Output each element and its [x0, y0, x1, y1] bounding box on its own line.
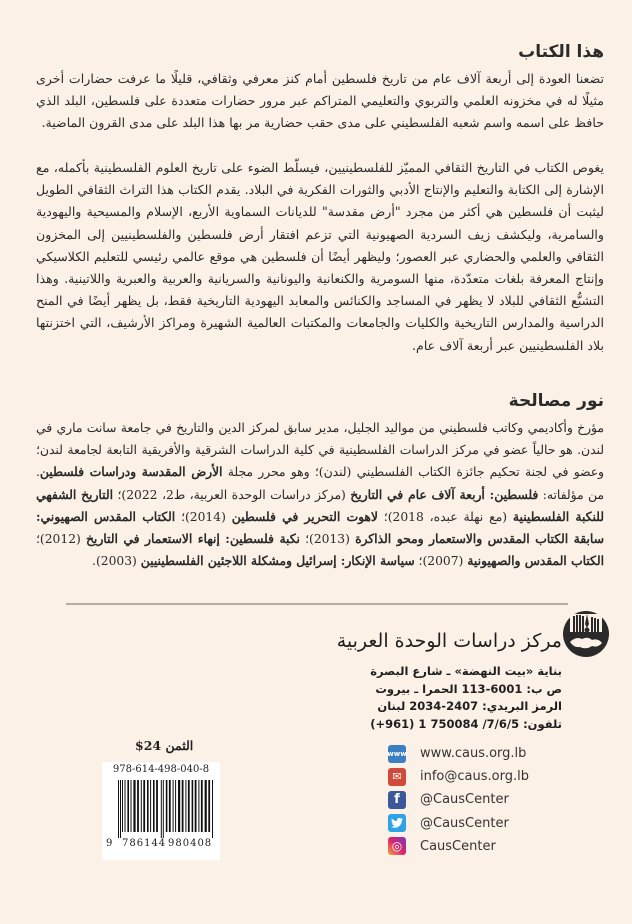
about-book-paragraph-2: يغوص الكتاب في التاريخ الثقافي المميّز للفلسطينيين، فيسلّط الضوء على تاريخ العلوم الفلسطينية بأكمله، مع الإشارة إلى الكتابة والتعليم والإنتاج الأدبي والثورات الفكرية في البلاد. يقدم الكتاب هذا التراث الثقافي الطويل ليثبت أن فلسطين هي أكثر من مجرد "أرض مقدسة" للديانات السماوية الأربع، الإسلام والمسيحية واليهودية والسامرية، وليكشف زيف السردية الصهيونية التي تزعم افتقار أرض فلسطين والفلسطينيين إلى المخزون الثقافي والعلمي والحضاري عبر العصور؛ وليظهر أيضًا أن فلسطين هي موقع عالمي رئيسي للتعليم الكلاسيكي وإنتاج المعرفة بلغات متعدّدة، منها السومرية والكنعانية واليونانية والسريانية والعربية والعبرية واللاتينية. وهذا التشبُّع الثقافي للبلاد لا يظهر في المساجد والكنائس والمعابد اليهودية التاريخية فقط، بل يظهر أيضًا في المنح الدراسية والمدارس التاريخية والكليات والجامعات والمكتبات العالمية الشهيرة ومراكز الأرشيف، التي اختزنتها بلاد الفلسطينيين عبر أربعة آلاف عام.	[36, 160, 604, 353]
work-note: (2007)؛	[414, 554, 468, 569]
facebook-icon: f	[388, 791, 406, 809]
barcode-guard-bar	[212, 780, 213, 838]
barcode-bar	[147, 780, 149, 832]
barcode-bar	[192, 780, 194, 832]
address-line: ص ب: 6001-113 الحمرا ـ بيروت	[375, 681, 562, 696]
barcode-guard-bar	[118, 780, 119, 838]
publisher-address	[370, 663, 562, 733]
barcode-bars	[116, 780, 214, 838]
address-line: بناية «بيت النهضة» ـ شارع البصرة	[370, 664, 562, 678]
barcode-bar	[131, 780, 132, 832]
barcode-bar	[141, 780, 142, 832]
author-heading: نور مصالحة	[508, 391, 604, 411]
isbn-barcode	[102, 762, 220, 860]
barcode-bar	[153, 780, 155, 832]
isbn-number: 978-614-498-040-8	[112, 764, 210, 775]
barcode-bar	[198, 780, 199, 832]
isbn-group-1: 786144	[122, 838, 167, 849]
author-bio-intro: مؤرخ وأكاديمي وكاتب فلسطيني من مواليد الجليل، مدير سابق لمركز الدين والتاريخ في جامعة سانت ماري في لندن. هو حالياً عضو في مركز الدراسات الفلسطينية في كلية الدراسات الشرقية والأفريقية التابعة لجامعة لندن؛ وعضو في لجنة تحكيم جائزة الكتاب الفلسطيني (لندن)؛ وهو محرر مجلة	[36, 421, 604, 480]
twitter-handle[interactable]: @CausCenter	[420, 815, 509, 831]
barcode-bar	[133, 780, 135, 832]
isbn-group-2: 980408	[168, 838, 213, 849]
contact-facebook[interactable]	[388, 788, 529, 811]
about-book-paragraph-1: تضعنا العودة إلى أربعة آلاف عام من تاريخ فلسطين أمام كنز معرفي وثقافي، قليلًا ما عرفت حضارات أخرى مثيلًا له في مخزونه العلمي والتربوي والتعليمي المتراكم عبر مرور حضارات متعددة على فلسطين، البلد الذي حافظ على اسمه واسم شعبه الفلسطيني على مدى حقب حضارية مر بها هذا البلد على مدى القرون الماضية.	[36, 71, 604, 131]
work-title: التاريخ الشفهي للنكبة الفلسطينية	[36, 486, 604, 524]
contact-website[interactable]	[388, 742, 529, 765]
barcode-guard-bar	[163, 780, 164, 838]
barcode-bar	[137, 780, 139, 832]
work-note: (2014)؛	[175, 509, 232, 524]
contact-list	[388, 742, 529, 858]
website-link[interactable]: www.caus.org.lb	[420, 746, 527, 762]
barcode-bar	[185, 780, 186, 832]
barcode-bar	[166, 780, 168, 832]
barcode-bar	[182, 780, 184, 832]
contact-email[interactable]	[388, 765, 529, 788]
work-title: لاهوت التحرير في فلسطين	[231, 508, 378, 524]
price-label: الثمن 24$	[135, 738, 194, 753]
work-title: الكتاب المقدس الصهيوني: سابقة الكتاب المقدس والاستعمار ومحو الذاكرة	[36, 508, 604, 547]
envelope-icon: ✉	[388, 768, 406, 786]
barcode-guard-bar	[161, 780, 162, 838]
work-note: (2003).	[92, 554, 141, 569]
contact-instagram[interactable]	[388, 835, 529, 858]
work-title: الكتاب المقدس والصهيونية	[467, 553, 604, 569]
barcode-bar	[205, 780, 207, 832]
contact-twitter[interactable]	[388, 812, 529, 835]
instagram-handle[interactable]: CausCenter	[420, 838, 496, 854]
barcode-bar	[188, 780, 190, 832]
globe-www-icon: www	[388, 745, 406, 763]
publisher-logo-icon	[562, 610, 610, 658]
twitter-icon	[388, 814, 406, 832]
barcode-bar	[195, 780, 197, 832]
facebook-handle[interactable]: @CausCenter	[420, 792, 509, 808]
barcode-bar	[150, 780, 151, 832]
barcode-bar	[173, 780, 174, 832]
about-book-heading: هذا الكتاب	[518, 42, 604, 62]
work-note: (مع نهلة عبده، 2018)؛	[377, 509, 513, 524]
work-note: (مركز دراسات الوحدة العربية، ط2، 2022)؛	[113, 487, 351, 502]
barcode-guard-bar	[120, 780, 121, 838]
author-works-list	[36, 488, 604, 569]
isbn-lead-digit: 9	[106, 838, 113, 849]
author-works-intro: . من مؤلفاته:	[36, 465, 604, 502]
author-bio	[36, 417, 604, 572]
barcode-bar	[175, 780, 176, 832]
work-title: فلسطين: أربعة آلاف عام في التاريخ	[350, 486, 539, 502]
barcode-bar	[125, 780, 126, 832]
author-journal-title: الأرض المقدسة ودراسات فلسطين	[39, 464, 223, 480]
barcode-bar	[156, 780, 158, 832]
barcode-bar	[143, 780, 145, 832]
email-link[interactable]: info@caus.org.lb	[420, 769, 529, 785]
publisher-name: مركز دراسات الوحدة العربية	[336, 630, 562, 652]
barcode-bar	[178, 780, 180, 832]
barcode-bar	[201, 780, 203, 832]
barcode-bar	[127, 780, 129, 832]
work-note: (2013)؛	[299, 532, 356, 547]
work-title: سياسة الإنكار: إسرائيل ومشكلة اللاجئين الفلسطينيين	[140, 553, 415, 569]
section-divider	[66, 603, 568, 605]
barcode-bar	[169, 780, 171, 832]
barcode-bar	[208, 780, 210, 832]
instagram-icon: ◎	[388, 837, 406, 855]
barcode-bar	[122, 780, 123, 832]
work-title: نكبة فلسطين: إنهاء الاستعمار في التاريخ	[85, 531, 300, 547]
work-note: (2012)؛	[36, 532, 86, 547]
address-line: الرمز البريدي: 2407-2034 لبنان	[377, 699, 562, 714]
address-line: تلفون: 7/6/5/ 750084 1 (961+)	[370, 716, 562, 731]
